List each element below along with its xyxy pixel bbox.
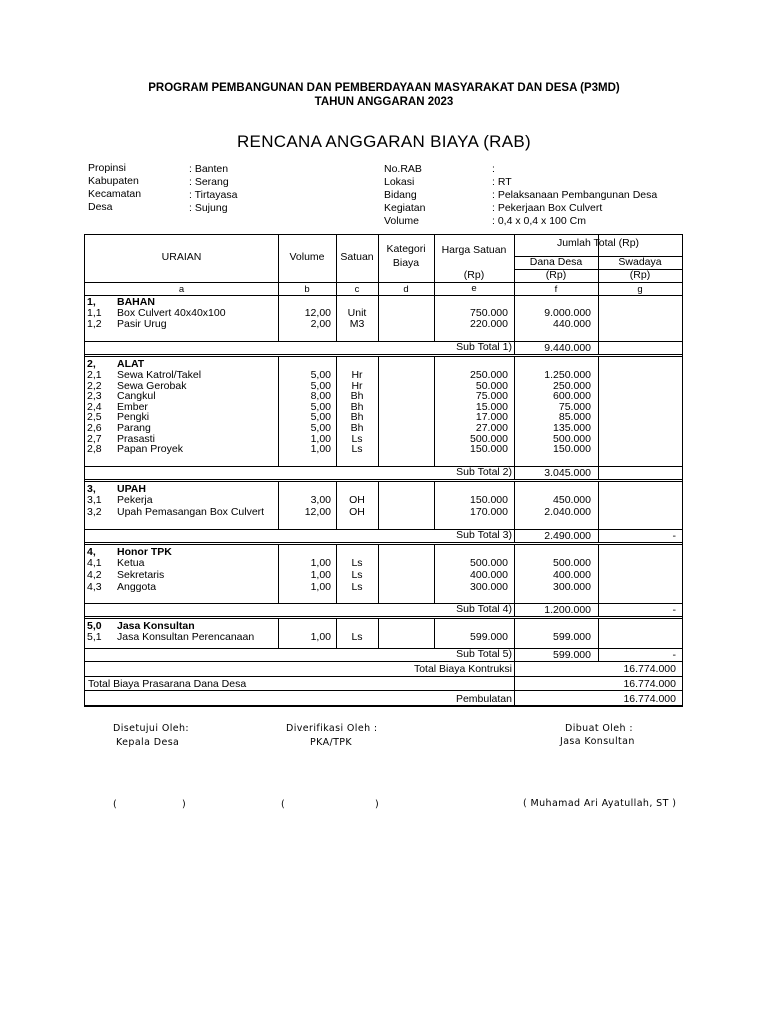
table-rule bbox=[84, 282, 683, 283]
item-harga: 17.000 bbox=[475, 411, 508, 423]
item-volume: 2,00 bbox=[310, 318, 331, 330]
item-satuan: Ls bbox=[351, 433, 363, 445]
section-no: 3, bbox=[87, 483, 96, 495]
item-dana-desa: 500.000 bbox=[553, 433, 591, 445]
table-rule bbox=[378, 619, 379, 649]
item-no: 2,7 bbox=[87, 433, 102, 445]
info-value: : Serang bbox=[189, 176, 229, 188]
section-title: ALAT bbox=[117, 358, 145, 370]
section-no: 5,0 bbox=[87, 620, 102, 632]
table-rule bbox=[514, 357, 515, 467]
item-dana-desa: 85.000 bbox=[558, 411, 591, 423]
item-dana-desa: 599.000 bbox=[553, 631, 591, 643]
table-rule bbox=[84, 479, 683, 480]
fiscal-year: TAHUN ANGGARAN 2023 bbox=[314, 96, 454, 108]
section-title: Honor TPK bbox=[117, 546, 172, 558]
item-no: 3,1 bbox=[87, 494, 102, 506]
info-label: Volume bbox=[384, 215, 420, 227]
document-title: RENCANA ANGGARAN BIAYA (RAB) bbox=[236, 132, 531, 151]
subtotal-swadaya: - bbox=[672, 530, 676, 542]
table-rule bbox=[84, 618, 683, 619]
item-satuan: Hr bbox=[351, 369, 363, 381]
item-harga: 750.000 bbox=[470, 307, 508, 319]
total-kontruksi-label: Total Biaya Kontruksi bbox=[413, 663, 512, 675]
item-name: Ketua bbox=[117, 557, 145, 569]
item-name: Jasa Konsultan Perencanaan bbox=[117, 631, 255, 643]
item-satuan: Hr bbox=[351, 380, 363, 392]
item-harga: 150.000 bbox=[470, 494, 508, 506]
table-rule bbox=[84, 690, 683, 691]
item-harga: 15.000 bbox=[475, 401, 508, 413]
item-name: Upah Pemasangan Box Culvert bbox=[117, 506, 265, 518]
table-rule bbox=[598, 342, 599, 355]
item-harga: 400.000 bbox=[470, 569, 508, 581]
col-header-dana-desa: Dana Desa bbox=[529, 256, 583, 268]
item-dana-desa: 1.250.000 bbox=[544, 369, 591, 381]
table-rule bbox=[84, 481, 683, 482]
item-dana-desa: 135.000 bbox=[553, 422, 591, 434]
item-no: 4,3 bbox=[87, 581, 102, 593]
section-title: BAHAN bbox=[117, 296, 155, 308]
table-rule bbox=[84, 356, 683, 357]
subtotal-value: 2.490.000 bbox=[544, 530, 591, 542]
item-satuan: Unit bbox=[347, 307, 367, 319]
item-volume: 5,00 bbox=[310, 369, 331, 381]
table-rule bbox=[278, 619, 279, 649]
item-name: Anggota bbox=[117, 581, 157, 593]
info-value: : Pekerjaan Box Culvert bbox=[492, 202, 603, 214]
item-name: Sewa Katrol/Takel bbox=[117, 369, 202, 381]
item-volume: 5,00 bbox=[310, 380, 331, 392]
item-name: Sekretaris bbox=[117, 569, 165, 581]
info-value: : RT bbox=[492, 176, 512, 188]
subtotal-label: Sub Total 2) bbox=[456, 466, 512, 478]
info-value: : Pelaksanaan Pembangunan Desa bbox=[492, 189, 658, 201]
table-rule bbox=[84, 603, 683, 604]
item-satuan: Ls bbox=[351, 631, 363, 643]
subtotal-value: 599.000 bbox=[553, 649, 591, 661]
item-harga: 170.000 bbox=[470, 506, 508, 518]
item-satuan: M3 bbox=[349, 318, 365, 330]
item-name: Pasir Urug bbox=[117, 318, 167, 330]
item-satuan: Bh bbox=[350, 422, 364, 434]
item-no: 4,1 bbox=[87, 557, 102, 569]
table-rule bbox=[84, 616, 683, 617]
subtotal-value: 9.440.000 bbox=[544, 342, 591, 354]
col-letter: g bbox=[637, 284, 643, 295]
item-satuan: Ls bbox=[351, 569, 363, 581]
col-header-jumlah: Jumlah Total (Rp) bbox=[556, 237, 640, 249]
item-name: Papan Proyek bbox=[117, 443, 183, 455]
item-dana-desa: 250.000 bbox=[553, 380, 591, 392]
item-name: Prasasti bbox=[117, 433, 155, 445]
item-dana-desa: 600.000 bbox=[553, 390, 591, 402]
item-satuan: Ls bbox=[351, 557, 363, 569]
table-rule bbox=[84, 341, 683, 342]
total-prasarana-value: 16.774.000 bbox=[623, 678, 676, 690]
item-harga: 27.000 bbox=[475, 422, 508, 434]
info-label: Bidang bbox=[384, 189, 417, 201]
item-volume: 1,00 bbox=[310, 443, 331, 455]
item-volume: 1,00 bbox=[310, 569, 331, 581]
info-label: Lokasi bbox=[384, 176, 415, 188]
verification-label: Diverifikasi Oleh : bbox=[286, 723, 378, 734]
signature-paren: ( bbox=[113, 799, 118, 810]
table-rule bbox=[84, 234, 85, 707]
item-no: 2,3 bbox=[87, 390, 102, 402]
col-letter: d bbox=[403, 284, 409, 295]
item-no: 2,2 bbox=[87, 380, 102, 392]
table-rule bbox=[598, 482, 599, 530]
table-rule bbox=[598, 295, 599, 342]
table-rule bbox=[378, 295, 379, 342]
table-rule bbox=[378, 357, 379, 467]
table-rule bbox=[84, 466, 683, 467]
table-rule bbox=[278, 545, 279, 604]
item-no: 4,2 bbox=[87, 569, 102, 581]
item-no: 5,1 bbox=[87, 631, 102, 643]
subtotal-swadaya: - bbox=[672, 649, 676, 661]
item-dana-desa: 400.000 bbox=[553, 569, 591, 581]
signature-paren: ) bbox=[375, 799, 380, 810]
section-no: 4, bbox=[87, 546, 96, 558]
col-header-harga-rp: (Rp) bbox=[463, 269, 485, 281]
table-rule bbox=[514, 467, 515, 480]
col-header-dana-rp: (Rp) bbox=[545, 269, 567, 281]
signature-paren: ) bbox=[182, 799, 187, 810]
subtotal-label: Sub Total 3) bbox=[456, 529, 512, 541]
item-no: 1,1 bbox=[87, 307, 102, 319]
info-label: Kabupaten bbox=[88, 175, 139, 187]
total-prasarana-label: Total Biaya Prasarana Dana Desa bbox=[88, 678, 247, 690]
table-rule bbox=[514, 604, 515, 617]
section-no: 1, bbox=[87, 296, 96, 308]
item-volume: 8,00 bbox=[310, 390, 331, 402]
table-rule bbox=[434, 619, 435, 649]
table-rule bbox=[84, 661, 683, 662]
section-no: 2, bbox=[87, 358, 96, 370]
program-title: PROGRAM PEMBANGUNAN DAN PEMBERDAYAAN MASYARAKAT DAN DESA (P3MD) bbox=[148, 82, 620, 94]
table-rule bbox=[598, 467, 599, 480]
table-rule bbox=[336, 482, 337, 530]
col-header-satuan: Satuan bbox=[340, 251, 374, 263]
table-rule bbox=[278, 357, 279, 467]
table-rule bbox=[84, 706, 683, 707]
item-no: 1,2 bbox=[87, 318, 102, 330]
table-rule bbox=[514, 482, 515, 530]
table-rule bbox=[84, 295, 683, 296]
info-value: : Tirtayasa bbox=[189, 189, 238, 201]
item-name: Parang bbox=[117, 422, 151, 434]
verification-role: PKA/TPK bbox=[310, 737, 353, 748]
approval-label: Disetujui Oleh: bbox=[113, 723, 189, 734]
table-rule bbox=[378, 482, 379, 530]
table-rule bbox=[682, 234, 683, 707]
preparer-label: Dibuat Oleh : bbox=[565, 723, 633, 734]
preparer-role: Jasa Konsultan bbox=[560, 736, 635, 747]
col-header-harga: Harga Satuan bbox=[441, 244, 507, 256]
item-name: Pengki bbox=[117, 411, 150, 423]
table-rule bbox=[598, 545, 599, 604]
subtotal-value: 1.200.000 bbox=[544, 604, 591, 616]
item-volume: 5,00 bbox=[310, 411, 331, 423]
item-volume: 1,00 bbox=[310, 433, 331, 445]
item-dana-desa: 2.040.000 bbox=[544, 506, 591, 518]
item-no: 3,2 bbox=[87, 506, 102, 518]
table-rule bbox=[378, 545, 379, 604]
item-no: 2,1 bbox=[87, 369, 102, 381]
table-rule bbox=[598, 619, 599, 649]
item-satuan: Ls bbox=[351, 443, 363, 455]
col-letter: e bbox=[471, 283, 477, 294]
item-name: Pekerja bbox=[117, 494, 153, 506]
item-volume: 12,00 bbox=[304, 307, 331, 319]
item-harga: 599.000 bbox=[470, 631, 508, 643]
col-header-kategori: Kategori bbox=[386, 243, 426, 255]
item-harga: 220.000 bbox=[470, 318, 508, 330]
item-harga: 150.000 bbox=[470, 443, 508, 455]
preparer-name: ( Muhamad Ari Ayatullah, ST ) bbox=[523, 798, 677, 809]
info-label: Desa bbox=[88, 201, 113, 213]
item-no: 2,4 bbox=[87, 401, 102, 413]
item-volume: 1,00 bbox=[310, 581, 331, 593]
table-rule bbox=[336, 545, 337, 604]
item-dana-desa: 450.000 bbox=[553, 494, 591, 506]
table-rule bbox=[434, 545, 435, 604]
item-no: 2,6 bbox=[87, 422, 102, 434]
item-satuan: Bh bbox=[350, 411, 364, 423]
info-value: : bbox=[492, 163, 495, 175]
table-rule bbox=[434, 295, 435, 342]
info-label: Kecamatan bbox=[88, 188, 142, 200]
col-header-biaya: Biaya bbox=[392, 257, 420, 269]
info-value: : Banten bbox=[189, 163, 229, 175]
item-dana-desa: 75.000 bbox=[558, 401, 591, 413]
item-no: 2,5 bbox=[87, 411, 102, 423]
col-letter: a bbox=[178, 284, 185, 295]
col-header-uraian: URAIAN bbox=[161, 251, 202, 263]
item-no: 2,8 bbox=[87, 443, 102, 455]
item-satuan: OH bbox=[349, 506, 365, 518]
approval-role: Kepala Desa bbox=[116, 737, 180, 748]
section-title: Jasa Konsultan bbox=[117, 620, 195, 632]
signature-paren: ( bbox=[281, 799, 286, 810]
item-name: Cangkul bbox=[117, 390, 156, 402]
col-header-swadaya: Swadaya bbox=[618, 256, 662, 268]
subtotal-label: Sub Total 1) bbox=[456, 341, 512, 353]
table-rule bbox=[434, 482, 435, 530]
subtotal-swadaya: - bbox=[672, 604, 676, 616]
total-kontruksi-value: 16.774.000 bbox=[623, 663, 676, 675]
item-volume: 12,00 bbox=[304, 506, 331, 518]
table-rule bbox=[84, 354, 683, 355]
item-harga: 300.000 bbox=[470, 581, 508, 593]
col-header-volume: Volume bbox=[289, 251, 325, 263]
item-dana-desa: 150.000 bbox=[553, 443, 591, 455]
item-satuan: OH bbox=[349, 494, 365, 506]
table-rule bbox=[598, 357, 599, 467]
item-volume: 5,00 bbox=[310, 422, 331, 434]
item-name: Sewa Gerobak bbox=[117, 380, 187, 392]
pembulatan-value: 16.774.000 bbox=[623, 693, 676, 705]
table-rule bbox=[514, 661, 515, 707]
item-volume: 5,00 bbox=[310, 401, 331, 413]
item-satuan: Bh bbox=[350, 401, 364, 413]
table-rule bbox=[434, 357, 435, 467]
item-harga: 50.000 bbox=[475, 380, 508, 392]
info-value: : Sujung bbox=[189, 202, 228, 214]
table-rule bbox=[84, 676, 683, 677]
item-name: Box Culvert 40x40x100 bbox=[117, 307, 226, 319]
table-rule bbox=[514, 342, 515, 355]
item-dana-desa: 300.000 bbox=[553, 581, 591, 593]
item-dana-desa: 9.000.000 bbox=[544, 307, 591, 319]
col-letter: c bbox=[354, 284, 360, 295]
item-harga: 500.000 bbox=[470, 433, 508, 445]
pembulatan-label: Pembulatan bbox=[455, 693, 512, 705]
item-name: Ember bbox=[117, 401, 148, 413]
item-dana-desa: 500.000 bbox=[553, 557, 591, 569]
table-rule bbox=[336, 619, 337, 649]
table-rule bbox=[598, 530, 599, 543]
table-rule bbox=[514, 530, 515, 543]
subtotal-label: Sub Total 5) bbox=[456, 648, 512, 660]
section-title: UPAH bbox=[117, 483, 146, 495]
table-rule bbox=[336, 357, 337, 467]
info-label: No.RAB bbox=[384, 163, 422, 175]
col-letter: f bbox=[554, 284, 558, 295]
table-rule bbox=[84, 544, 683, 545]
col-letter: b bbox=[304, 284, 310, 295]
info-label: Kegiatan bbox=[384, 202, 426, 214]
table-rule bbox=[278, 295, 279, 342]
item-satuan: Bh bbox=[350, 390, 364, 402]
item-volume: 1,00 bbox=[310, 557, 331, 569]
item-harga: 500.000 bbox=[470, 557, 508, 569]
item-volume: 1,00 bbox=[310, 631, 331, 643]
table-rule bbox=[84, 648, 683, 649]
table-rule bbox=[514, 545, 515, 604]
item-satuan: Ls bbox=[351, 581, 363, 593]
info-label: Propinsi bbox=[88, 162, 126, 174]
table-rule bbox=[598, 661, 599, 662]
table-rule bbox=[84, 234, 683, 235]
table-rule bbox=[84, 542, 683, 543]
item-dana-desa: 440.000 bbox=[553, 318, 591, 330]
table-rule bbox=[278, 482, 279, 530]
item-volume: 3,00 bbox=[310, 494, 331, 506]
item-harga: 75.000 bbox=[475, 390, 508, 402]
table-rule bbox=[598, 604, 599, 617]
item-harga: 250.000 bbox=[470, 369, 508, 381]
table-rule bbox=[336, 295, 337, 342]
col-header-swadaya-rp: (Rp) bbox=[629, 269, 651, 281]
info-value: : 0,4 x 0,4 x 100 Cm bbox=[492, 215, 586, 227]
table-rule bbox=[514, 295, 515, 342]
subtotal-label: Sub Total 4) bbox=[456, 603, 512, 615]
table-rule bbox=[514, 619, 515, 649]
table-rule bbox=[84, 529, 683, 530]
subtotal-value: 3.045.000 bbox=[544, 467, 591, 479]
